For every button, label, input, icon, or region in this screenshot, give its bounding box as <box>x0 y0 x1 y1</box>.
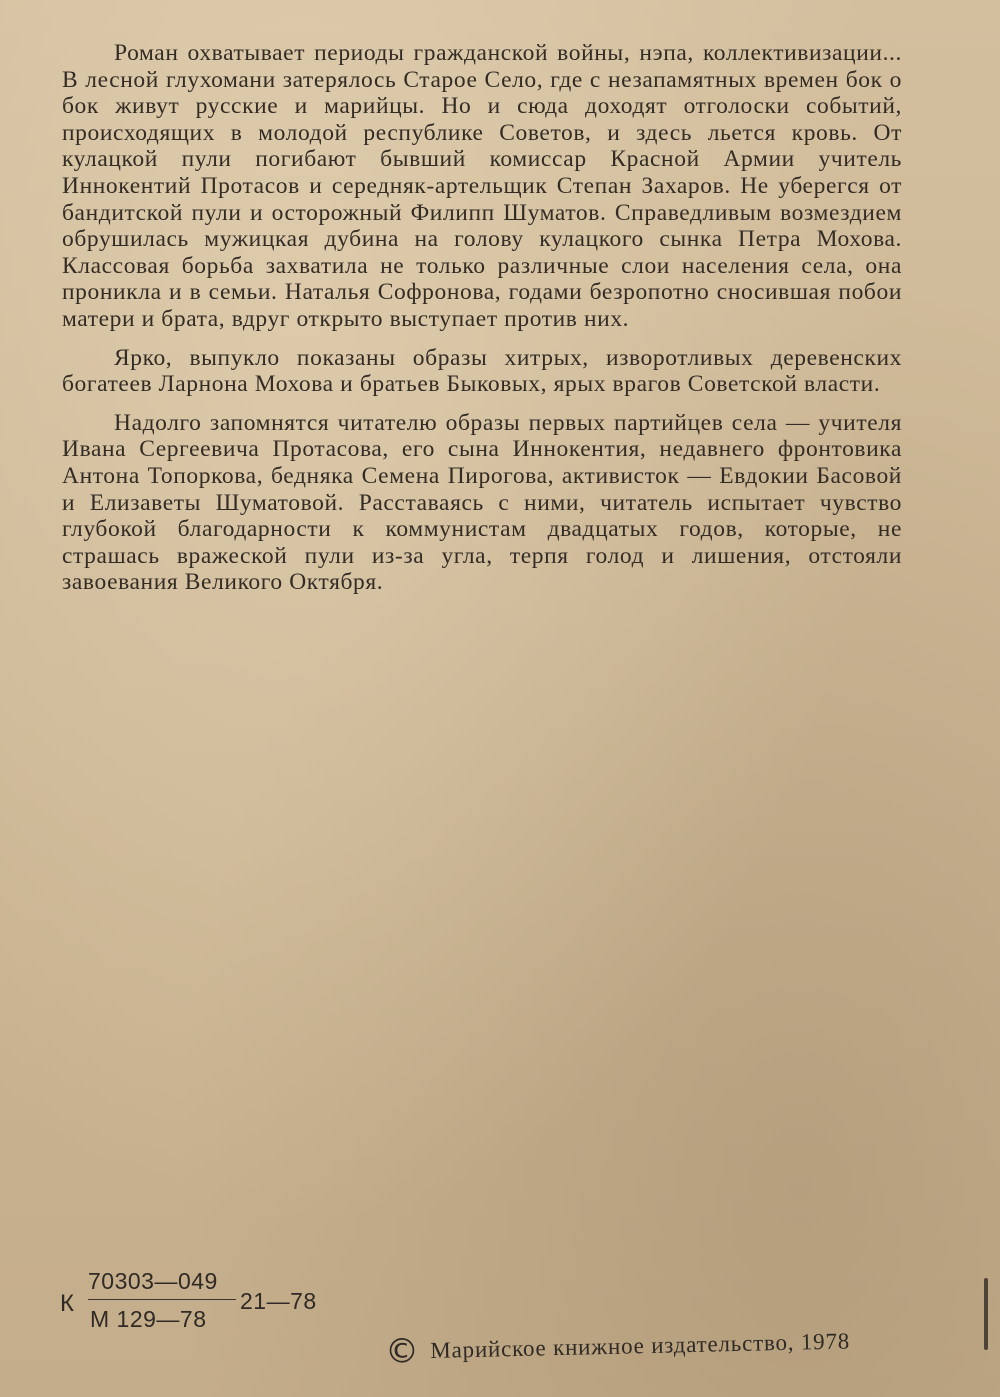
code-letter: К <box>60 1290 74 1317</box>
code-numerator: 70303—049 <box>88 1268 218 1294</box>
copyright-line <box>385 1321 851 1372</box>
code-denominator: М 129—78 <box>90 1306 207 1332</box>
publication-code <box>58 1268 358 1348</box>
page-edge-mark <box>984 1278 988 1350</box>
publisher-name: Марийское книжное издательство, 1978 <box>430 1328 851 1363</box>
annotation-text <box>62 40 902 608</box>
code-suffix: 21—78 <box>240 1288 317 1314</box>
copyright-icon: © <box>384 1331 421 1372</box>
paragraph-1: Роман охватывает периоды гражданской войны, нэпа, коллективизации... В лесной глухомани затерялось Старое Село, где с незапамятных времен бок о бок живут русские и марийцы. Но и сюда доходят отголоски событий, происходящих в молодой республике Советов, и здесь льется кровь. От кулацкой пули погибают бывший комиссар Красной Армии учитель Иннокентий Протасов и середняк-артельщик Степан Захаров. Не уберегся от бандитской пули и осторожный Филипп Шуматов. Справедливым возмездием обрушилась мужицкая дубина на голову кулацкого сынка Петра Мохова. Классовая борьба захватила не только различные слои населения села, она проникла и в семьи. Наталья Софронова, годами безропотно сносившая побои матери и брата, вдруг открыто выступает против них. <box>62 40 902 332</box>
fraction-divider <box>88 1299 236 1300</box>
paragraph-2: Ярко, выпукло показаны образы хитрых, изворотливых деревенских богатеев Ларнона Мохова и братьев Быковых, ярых врагов Советской власти. <box>62 344 902 398</box>
paragraph-3: Надолго запомнятся читателю образы первых партийцев села — учителя Ивана Сергеевича Протасова, его сына Иннокентия, недавнего фронтовика Антона Топоркова, бедняка Семена Пирогова, активисток — Евдокии Басовой и Елизаветы Шуматовой. Расставаясь с ними, читатель испытает чувство глубокой благодарности к коммунистам двадцатых годов, которые, не страшась вражеской пули из-за угла, терпя голод и лишения, отстояли завоевания Великого Октября. <box>62 409 902 596</box>
